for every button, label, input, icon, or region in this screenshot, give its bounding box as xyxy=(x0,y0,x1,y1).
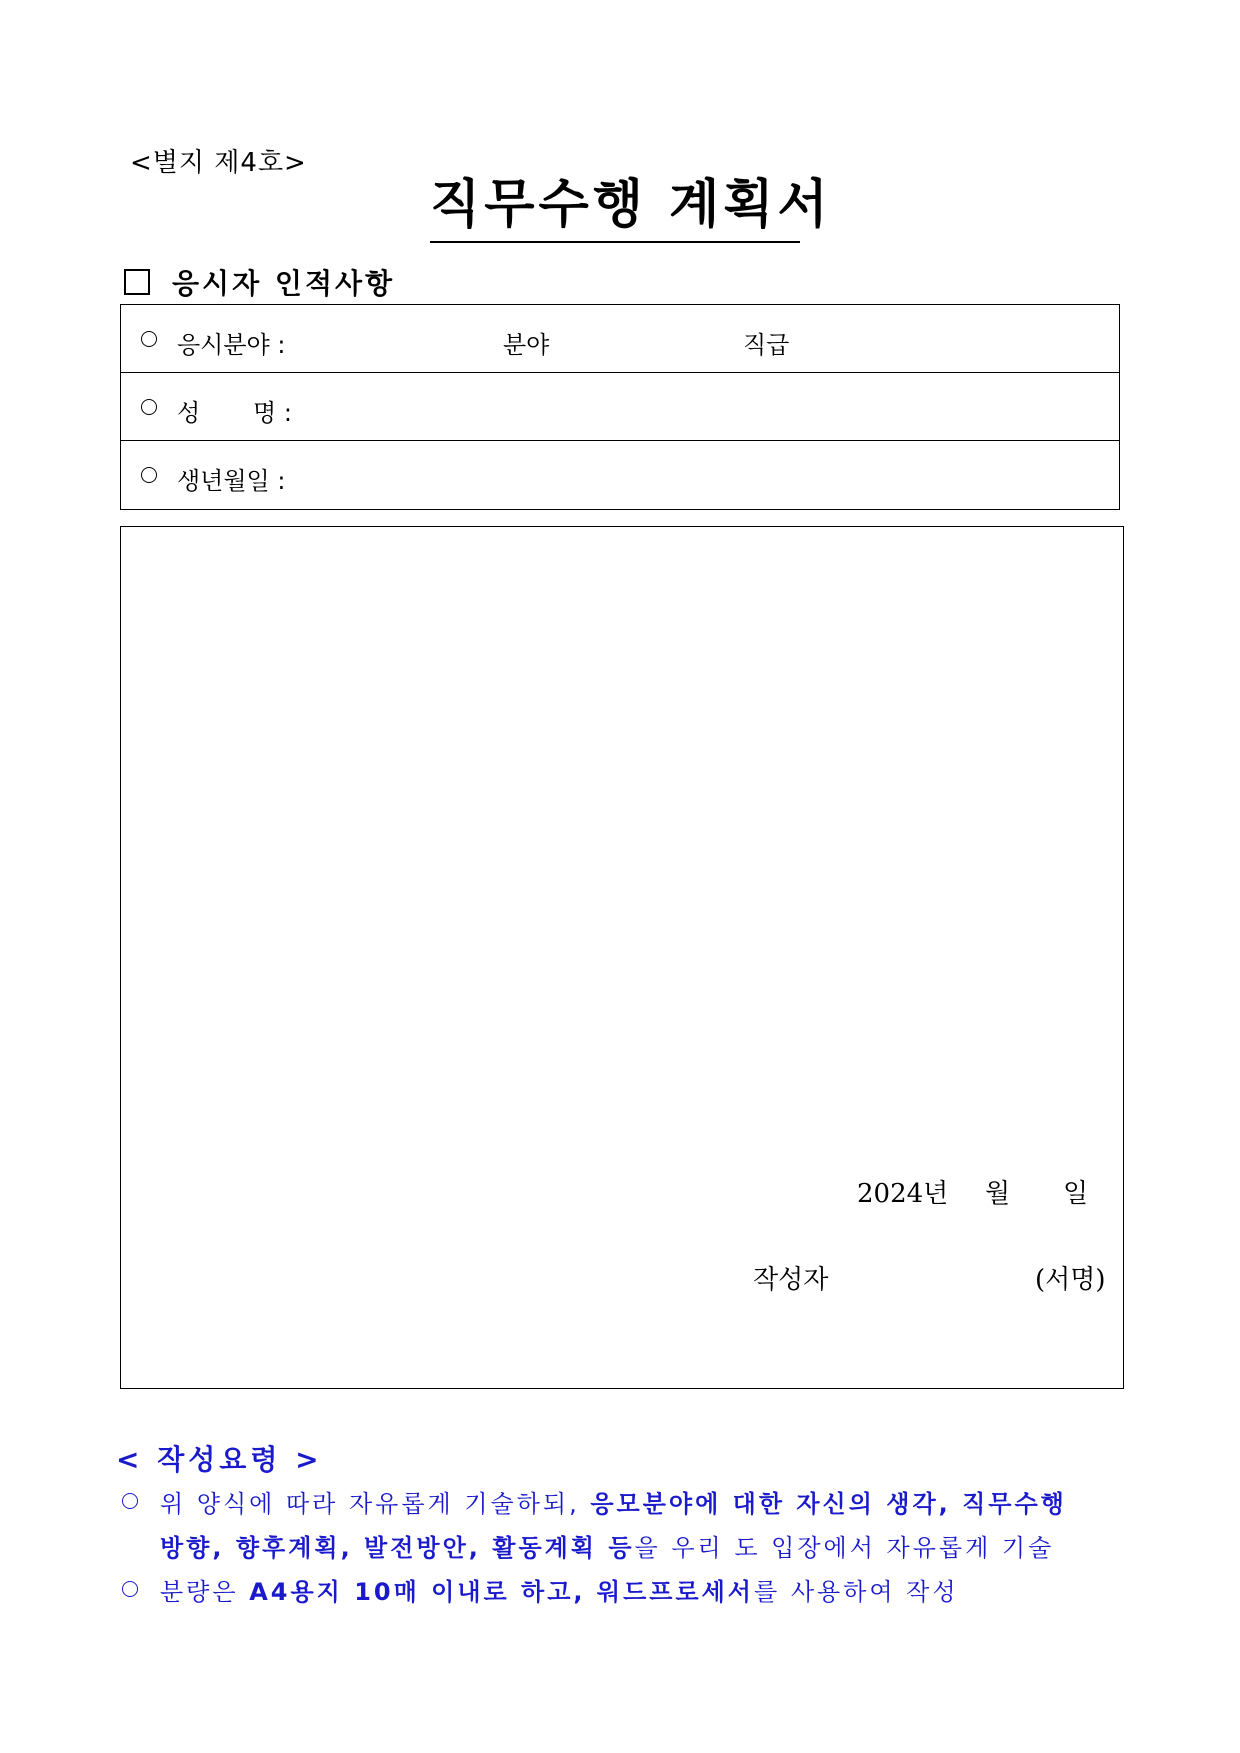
section-heading xyxy=(124,262,395,302)
guide-line-1-plain: 위 양식에 따라 자유롭게 기술하되, xyxy=(160,1490,580,1518)
field-label: 응시분야 : xyxy=(177,331,286,359)
info-row-field xyxy=(121,305,1119,373)
form-number: <별지 제4호> xyxy=(130,148,307,178)
guide-line-3-plain-a: 분량은 xyxy=(160,1578,239,1606)
guide-line-2-plain: 을 우리 도 입장에서 자유롭게 기술 xyxy=(634,1534,1055,1562)
guide-line-1-bold: 응모분야에 대한 자신의 생각, 직무수행 xyxy=(590,1490,1067,1518)
applicant-info-table xyxy=(120,304,1120,510)
circle-bullet-icon xyxy=(122,1493,138,1509)
circle-bullet-icon xyxy=(141,399,157,415)
info-row-birth xyxy=(121,441,1119,509)
circle-bullet-icon xyxy=(122,1581,138,1597)
guide-line-1 xyxy=(160,1484,1067,1519)
field-suffix: 분야 xyxy=(503,331,550,359)
author-label: 작성자 xyxy=(753,1265,829,1295)
guide-line-2 xyxy=(160,1528,1054,1563)
guide-line-2-bold: 방향, 향후계획, 발전방안, 활동계획 등 xyxy=(160,1534,635,1562)
circle-bullet-icon xyxy=(141,331,157,347)
guide-line-3-bold: A4용지 10매 이내로 하고, 워드프로세서 xyxy=(249,1578,754,1606)
birth-label: 생년월일 : xyxy=(177,467,286,495)
guide-heading: < 작성요령 > xyxy=(116,1443,323,1476)
signature-label: (서명) xyxy=(1035,1265,1106,1295)
plan-content-box[interactable] xyxy=(120,526,1124,1389)
name-label-b: 명 : xyxy=(253,399,292,427)
date-year: 2024년 xyxy=(857,1179,949,1209)
section-heading-label: 응시자 인적사항 xyxy=(172,267,396,300)
guide-line-3-plain-b: 를 사용하여 작성 xyxy=(754,1578,959,1606)
info-row-name xyxy=(121,373,1119,441)
grade-suffix: 직급 xyxy=(743,331,790,359)
document-title: 직무수행 계획서 xyxy=(430,162,800,243)
date-month: 월 xyxy=(985,1179,1011,1209)
circle-bullet-icon xyxy=(141,467,157,483)
date-day: 일 xyxy=(1063,1179,1089,1209)
checkbox-icon xyxy=(124,269,150,295)
guide-line-3 xyxy=(160,1572,959,1607)
name-label-a: 성 xyxy=(177,399,201,427)
